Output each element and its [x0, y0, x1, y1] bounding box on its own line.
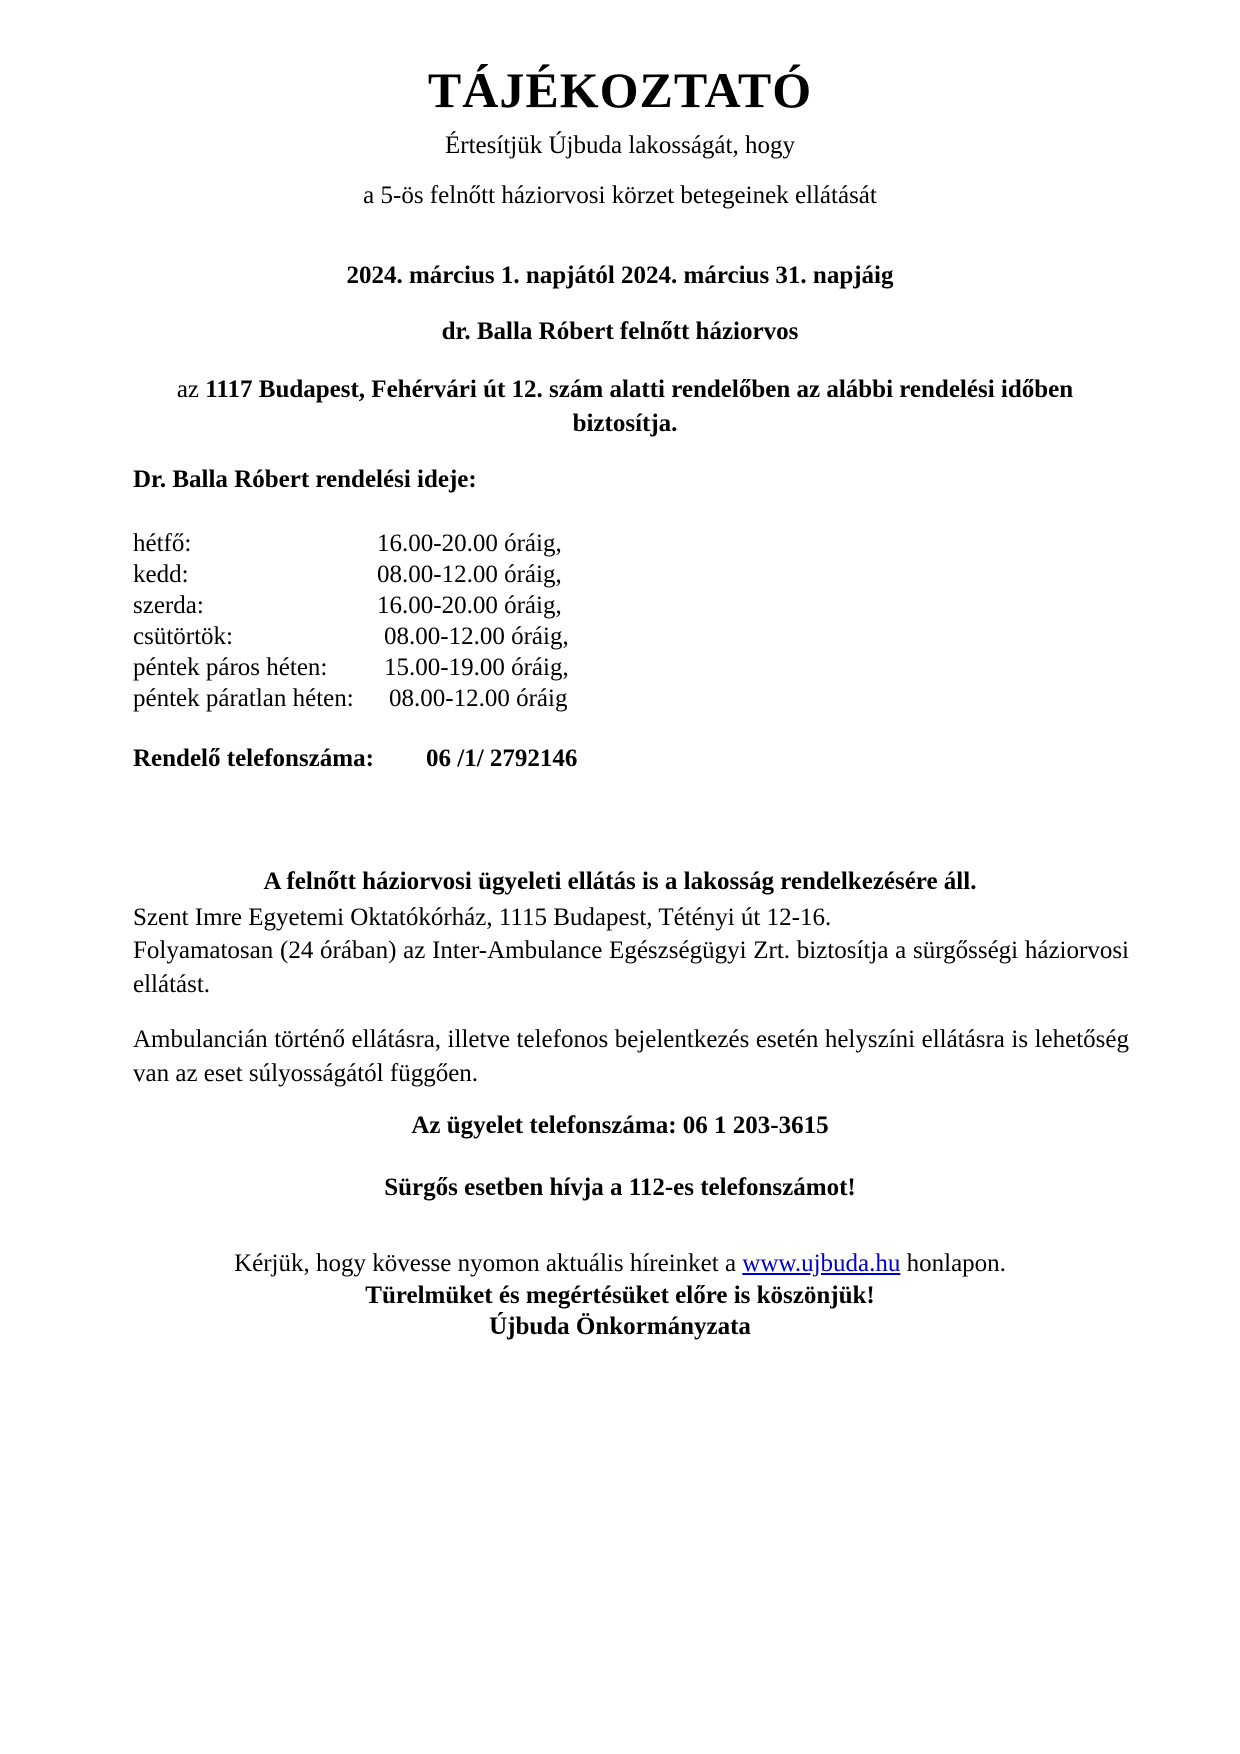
date-range: 2024. március 1. napjától 2024. március 31. napjáig: [346, 262, 894, 289]
schedule-time: 15.00-19.00 óráig,: [384, 654, 569, 681]
schedule-row: [133, 590, 753, 621]
on-call-care-info: Ambulancián történő ellátásra, illetve telefonos bejelentkezés esetén helyszíni ellátásra is lehetőség van az eset súlyosságától függően.: [133, 1026, 1129, 1087]
schedule-time: 16.00-20.00 óráig,: [377, 592, 562, 619]
address-prefix: az: [176, 376, 206, 403]
follow-line: [0, 1248, 1240, 1280]
schedule-time: 08.00-12.00 óráig,: [384, 623, 569, 650]
schedule-day: csütörtök:: [133, 623, 233, 650]
doctor-name: dr. Balla Róbert felnőtt háziorvos: [441, 318, 799, 345]
schedule-day: szerda:: [133, 592, 204, 619]
schedule-day: péntek páratlan héten:: [133, 685, 354, 712]
website-link[interactable]: www.ujbuda.hu: [742, 1250, 901, 1277]
on-call-location: Szent Imre Egyetemi Oktatókórház, 1115 Budapest, Tétényi út 12-16.: [133, 904, 832, 931]
schedule-time: 08.00-12.00 óráig: [389, 685, 568, 712]
schedule-row: [133, 528, 753, 559]
on-call-phone: Az ügyelet telefonszáma: 06 1 203-3615: [411, 1112, 829, 1139]
emergency-notice: Sürgős esetben hívja a 112-es telefonszámot!: [384, 1174, 856, 1201]
office-phone: [133, 743, 833, 775]
schedule-day: kedd:: [133, 561, 189, 588]
schedule-time: 08.00-12.00 óráig,: [377, 561, 562, 588]
schedule-row: [133, 621, 753, 652]
address-suffix: . szám alatti rendelőben az alábbi rendelési időben biztosítja.: [536, 376, 1074, 437]
on-call-provider: Folyamatosan (24 órában) az Inter-Ambulance Egészségügyi Zrt. biztosítja a sürgősségi háziorvosi ellátást.: [133, 937, 1129, 998]
follow-suffix: honlapon.: [900, 1250, 1006, 1277]
intro-line-1: Értesítjük Újbuda lakosságát, hogy: [445, 132, 795, 159]
schedule-day: péntek páros héten:: [133, 654, 328, 681]
schedule-row: [133, 559, 753, 590]
thanks-line: Türelmüket és megértésüket előre is köszönjük!: [365, 1282, 875, 1309]
schedule-row: [133, 683, 753, 714]
schedule-row: [133, 652, 753, 683]
address-place: 1117 Budapest, Fehérvári út 12: [205, 376, 537, 403]
intro-line-2: a 5-ös felnőtt háziorvosi körzet betegeinek ellátását: [363, 182, 877, 209]
address-paragraph: [133, 373, 1117, 441]
on-call-heading: A felnőtt háziorvosi ügyeleti ellátás is a lakosság rendelkezésére áll.: [263, 868, 977, 895]
schedule-heading: Dr. Balla Róbert rendelési ideje:: [133, 466, 477, 493]
schedule-day: hétfő:: [133, 530, 192, 557]
follow-prefix: Kérjük, hogy kövesse nyomon aktuális híreinket a: [234, 1250, 743, 1277]
schedule-time: 16.00-20.00 óráig,: [377, 530, 562, 557]
office-phone-label: Rendelő telefonszáma:: [133, 745, 374, 772]
page-title: TÁJÉKOZTATÓ: [427, 62, 813, 118]
signature: Újbuda Önkormányzata: [489, 1313, 751, 1340]
office-phone-number: 06 /1/ 2792146: [426, 745, 578, 772]
